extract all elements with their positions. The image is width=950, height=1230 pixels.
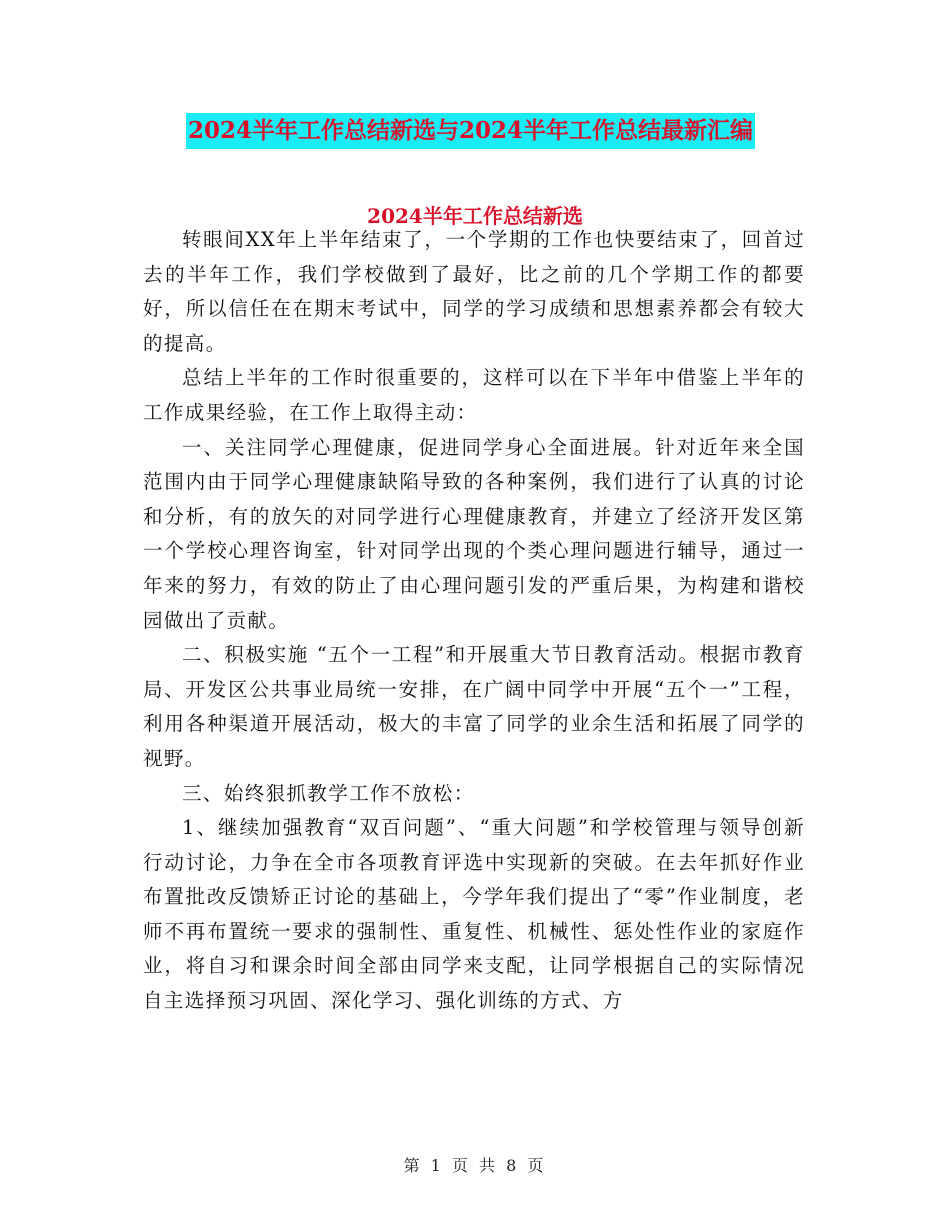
body-paragraph: 总结上半年的工作时很重要的，这样可以在下半年中借鉴上半年的工作成果经验，在工作上取得主动： xyxy=(143,366,805,424)
page-footer: 第 1 页 共 8 页 xyxy=(403,1156,547,1175)
body-paragraph: 1、继续加强教育“双百问题”、“重大问题”和学校管理与领导创新行动讨论，力争在全市各项教育评选中实现新的突破。在去年抓好作业布置批改反馈矫正讨论的基础上，今学年我们提出了“零”作业制度，老师不再布置统一要求的强制性、重复性、机械性、惩处性作业的家庭作业，将自习和课余时间全部由同学来支配，让同学根据自己的实际情况自主选择预习巩固、深化学习、强化训练的方式、方 xyxy=(143,816,805,1013)
body-paragraph: 一、关注同学心理健康，促进同学身心全面进展。针对近年来全国范围内由于同学心理健康缺陷导致的各种案例，我们进行了认真的讨论和分析，有的放矢的对同学进行心理健康教育，并建立了经济开发区第一个学校心理咨询室，针对同学出现的个类心理问题进行辅导，通过一年来的努力，有效的防止了由心理问题引发的严重后果，为构建和谐校园做出了贡献。 xyxy=(143,435,805,632)
body-paragraph: 转眼间XX年上半年结束了，一个学期的工作也快要结束了，回首过去的半年工作，我们学校做到了最好，比之前的几个学期工作的都要好，所以信任在在期末考试中，同学的学习成绩和思想素养都会有较大的提高。 xyxy=(143,228,805,355)
body-paragraph: 二、积极实施 “五个一工程”和开展重大节日教育活动。根据市教育局、开发区公共事业局统一安排，在广阔中同学中开展“五个一”工程，利用各种渠道开展活动，极大的丰富了同学的业余生活和拓展了同学的视野。 xyxy=(143,643,805,770)
section-title: 2024半年工作总结新选 xyxy=(367,204,583,228)
document-main-title: 2024半年工作总结新选与2024半年工作总结最新汇编 xyxy=(186,113,755,149)
document-body xyxy=(143,223,805,1019)
body-paragraph: 三、始终狠抓教学工作不放松： xyxy=(182,781,475,805)
